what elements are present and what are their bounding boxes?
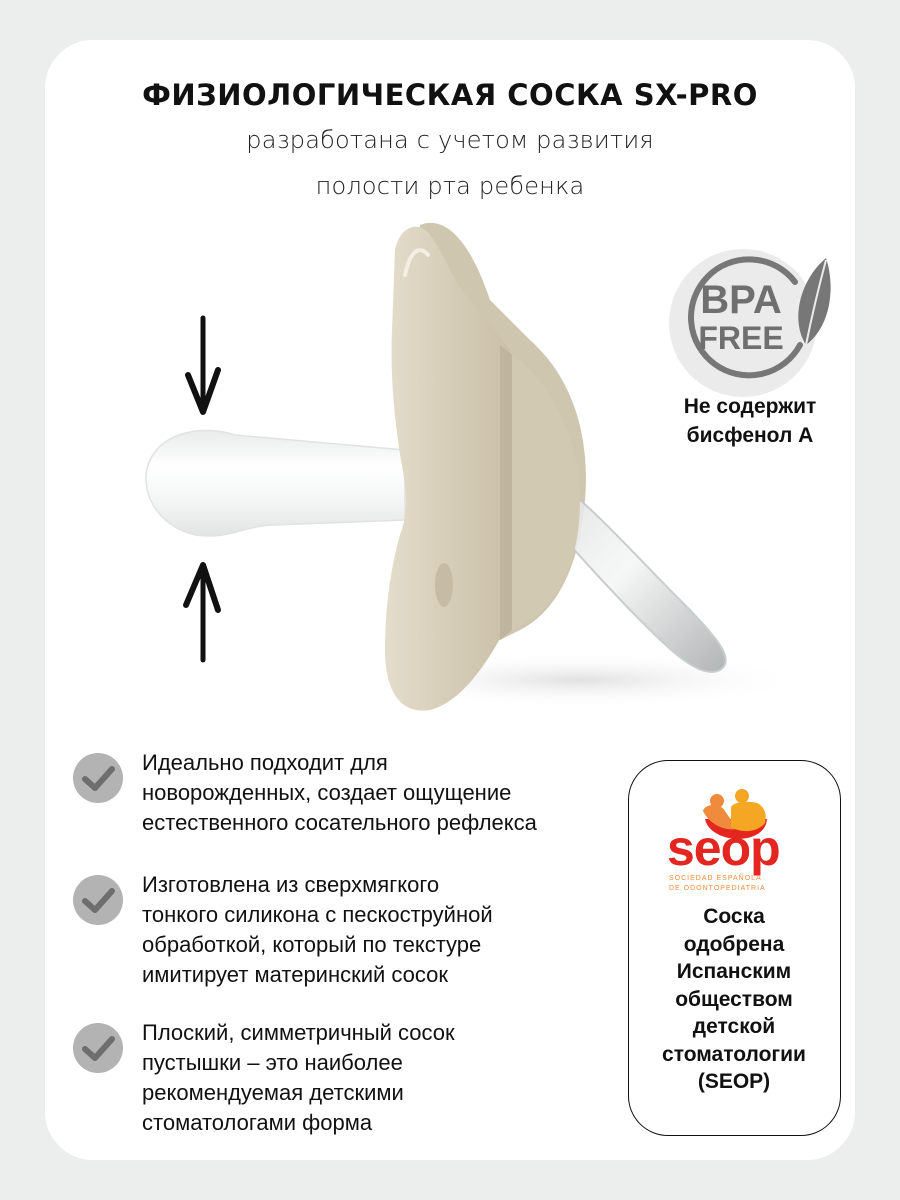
- feature-line: стоматологами форма: [142, 1110, 373, 1135]
- feature-line: естественного сосательного рефлекса: [142, 810, 537, 835]
- feature-line: имитирует материнский сосок: [142, 962, 449, 987]
- feature-line: Плоский, симметричный сосок: [142, 1020, 455, 1045]
- leaf-icon: [798, 258, 830, 345]
- feature-line: обработкой, который по текстуре: [142, 932, 482, 957]
- shield-front: [385, 227, 515, 711]
- feature-text: [142, 1018, 622, 1138]
- seop-caption: [629, 903, 839, 1096]
- feature-line: новорожденных, создает ощущение: [142, 780, 512, 805]
- check-icon: [72, 874, 124, 926]
- feature-line: Идеально подходит для: [142, 750, 388, 775]
- bpa-line-2: FREE: [698, 320, 784, 356]
- bpa-line-1: BPA: [700, 278, 782, 322]
- page-title: ФИЗИОЛОГИЧЕСКАЯ СОСКА SX-PRO: [142, 78, 758, 112]
- feature-text: [142, 870, 622, 990]
- seop-wordmark: seop: [667, 820, 780, 876]
- subtitle-line-2: полости рта ребенка: [315, 172, 585, 200]
- check-icon: [72, 1022, 124, 1074]
- check-icon: [72, 752, 124, 804]
- seop-subtitle-1: SOCIEDAD ESPAÑOLA: [669, 875, 762, 882]
- seop-caption-line: детской: [692, 1015, 776, 1038]
- bpa-caption-line-1: Не содержит: [683, 395, 817, 418]
- seop-caption-line: обществом: [675, 987, 793, 1011]
- seop-approval-box: [628, 760, 841, 1136]
- bpa-caption: [655, 392, 845, 450]
- arrow-up-icon: [186, 565, 218, 660]
- seop-logo: [665, 789, 810, 899]
- seop-caption-line: (SEOP): [697, 1070, 771, 1093]
- feature-text: [142, 748, 622, 838]
- seop-caption-line: одобрена: [683, 932, 785, 956]
- seop-subtitle-2: DE ODONTOPEDIATRIA: [669, 885, 766, 892]
- subtitle-line-1: разработана с учетом развития: [246, 126, 654, 154]
- feature-line: тонкого силикона с пескоструйной: [142, 902, 493, 927]
- bpa-caption-line-2: бисфенол А: [686, 424, 814, 447]
- nipple: [146, 430, 405, 536]
- vent-hole: [435, 563, 453, 607]
- arrow-down-icon: [188, 318, 218, 412]
- seop-caption-line: Испанским: [676, 960, 792, 983]
- feature-line: пустышки – это наиболее: [142, 1050, 403, 1075]
- seop-caption-line: стоматологии: [662, 1042, 806, 1066]
- feature-line: рекомендуемая детскими: [142, 1080, 404, 1105]
- bpa-label: [686, 280, 796, 356]
- seop-caption-line: Соска: [703, 905, 765, 928]
- shield-collar: [500, 345, 512, 640]
- feature-line: Изготовлена из сверхмягкого: [142, 872, 440, 897]
